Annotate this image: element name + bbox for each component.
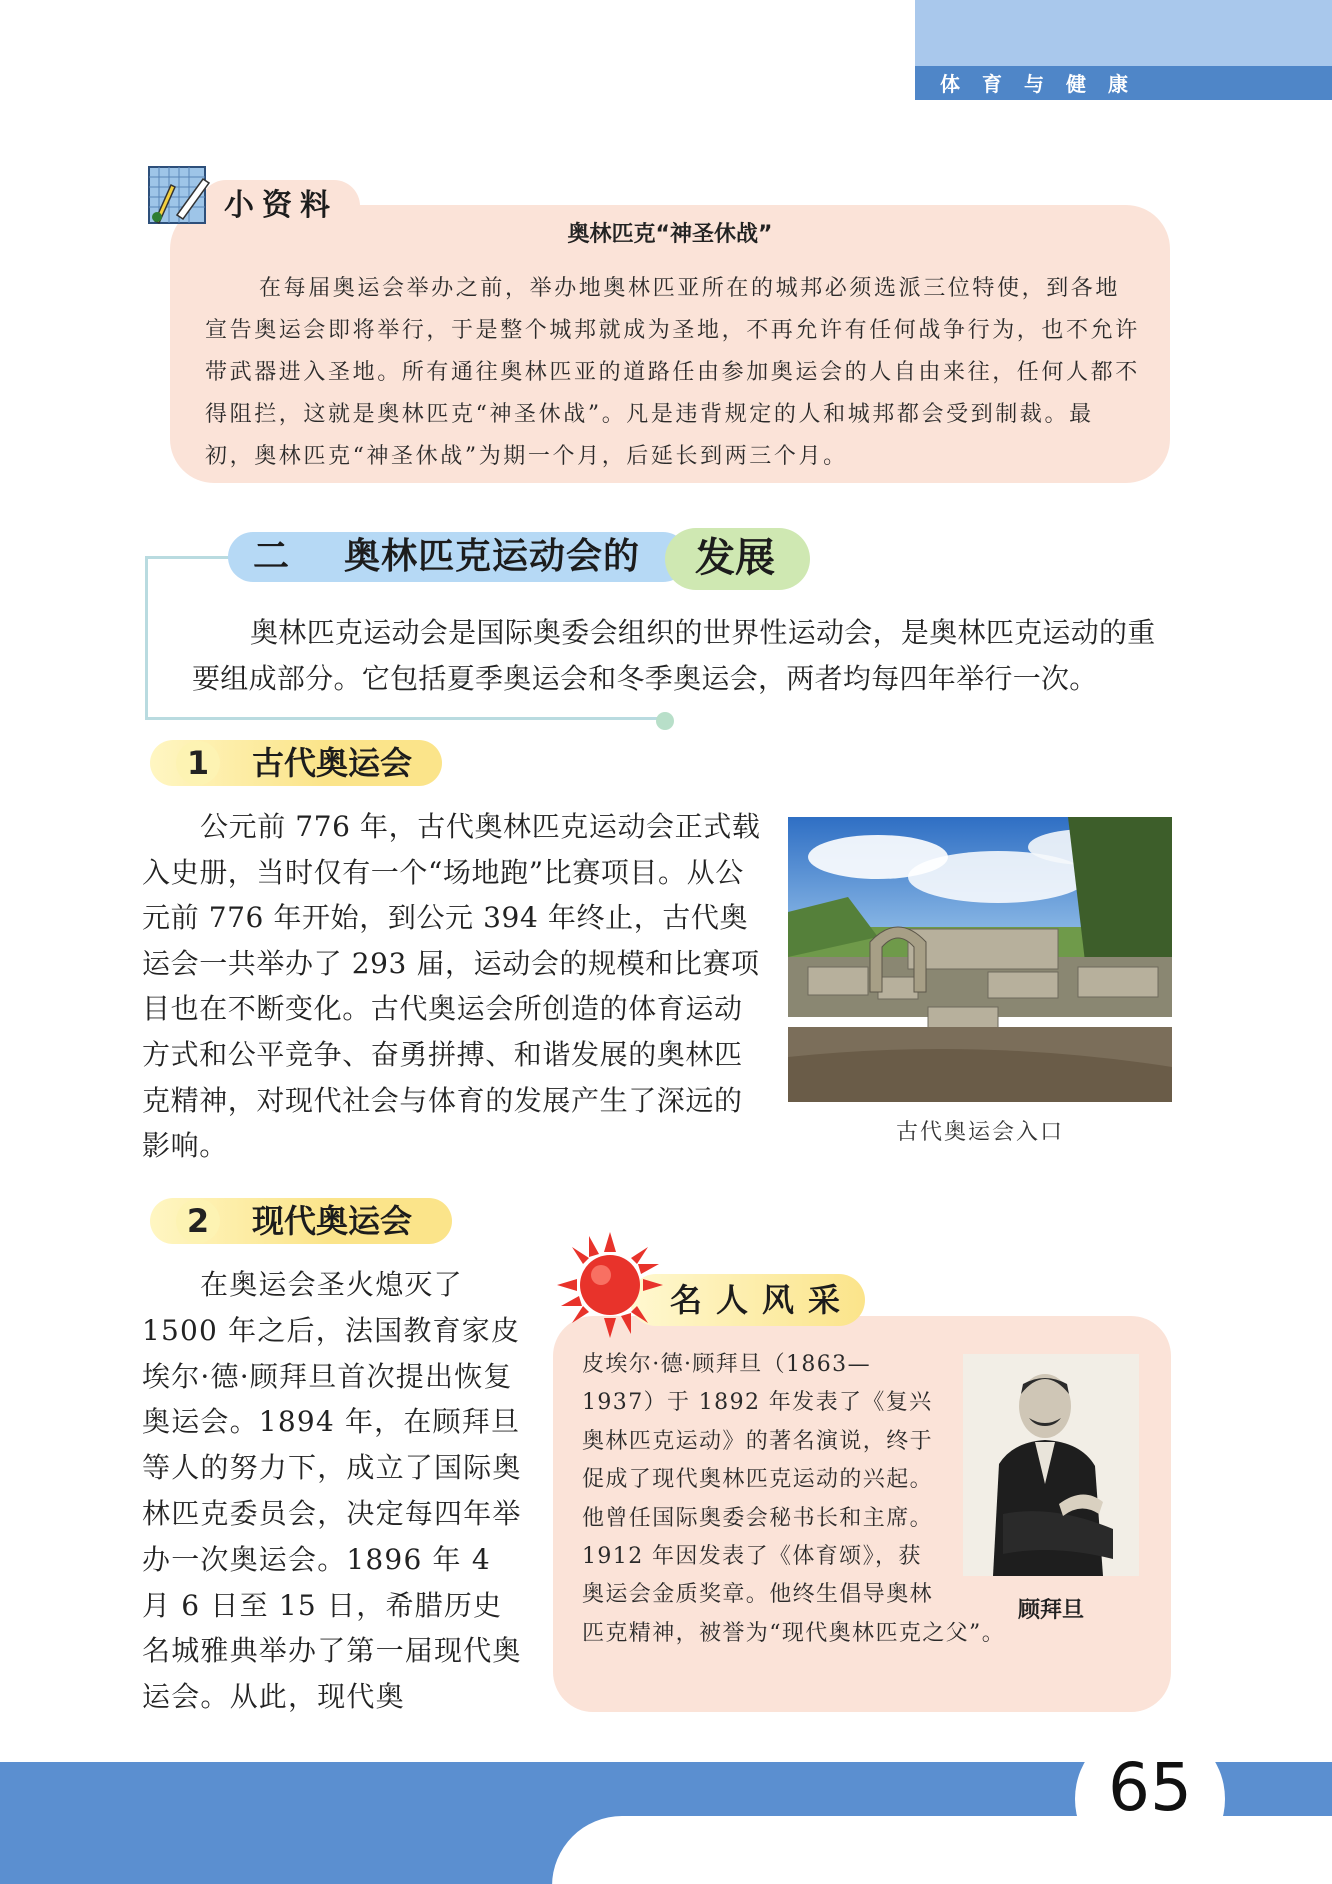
section-title: 奥林匹克运动会的: [344, 536, 641, 577]
sun-icon: [555, 1230, 665, 1340]
header-title: 体育与健康: [940, 72, 1150, 96]
section-number: 二: [253, 536, 290, 577]
ancient-olympia-entrance-photo: [788, 817, 1172, 1102]
section-title-highlight: 发展: [695, 535, 775, 581]
info-body: 在每届奥运会举办之前，举办地奥林匹亚所在的城邦必须选派三位特使，到各地宣告奥运会即将举行，于是整个城邦就成为圣地，不再允许有任何战争行为，也不允许带武器进入圣地。所有通往奥林匹亚的道路任由参加奥运会的人自由来往，任何人都不得阻拦，这就是奥林匹克“神圣休战”。凡是违背规定的人和城邦都会受到制裁。最初，奥林匹克“神圣休战”为期一个月，后延长到两三个月。: [205, 276, 1140, 469]
famous-person-tab-label: 名人风采: [670, 1281, 855, 1319]
ancient-paragraph: 公元前 776 年，古代奥林匹克运动会正式载入史册，当时仅有一个“场地跑”比赛项目。从公元前 776 年开始，到公元 394 年终止，古代奥运会一共举办了 293 届，运动会的规模和比赛项目也在不断变化。古代奥运会所创造的体育运动方式和公平竞争、奋勇拼搏、和谐发展的奥林匹克精神，对现代社会与体育的发展产生了深远的影响。: [142, 810, 761, 1163]
portrait-caption: 顾拜旦: [1017, 1598, 1084, 1623]
subheading-modern: 现代奥运会: [252, 1202, 413, 1240]
info-title: 奥林匹克“神圣休战”: [567, 222, 773, 247]
coubertin-portrait: [963, 1354, 1139, 1576]
subheading-modern-number: 2: [176, 1199, 220, 1243]
modern-paragraph: 在奥运会圣火熄灭了 1500 年之后，法国教育家皮埃尔·德·顾拜旦首次提出恢复奥运会。1894 年，在顾拜旦等人的努力下，成立了国际奥林匹克委员会，决定每四年举办一次奥运会。1896 年 4 月 6 日至 15 日，希腊历史名城雅典举办了第一届现代奥运会。从此，现代奥: [142, 1268, 522, 1714]
subheading-ancient: 古代奥运会: [252, 744, 413, 782]
subheading-ancient-number: 1: [176, 741, 220, 785]
ancient-photo-caption: 古代奥运会入口: [895, 1120, 1064, 1145]
info-tab-label: 小资料: [224, 188, 338, 223]
page-number: 65: [1108, 1749, 1192, 1826]
famous-person-text: 皮埃尔·德·顾拜旦（1863—1937）于 1892 年发表了《复兴奥林匹克运动》的著名演说，终于促成了现代奥林匹克运动的兴起。他曾任国际奥委会秘书长和主席。1912 年因发表了《体育颂》，获奥运会金质奖章。他终生倡导奥林匹克精神，被誉为“现代奥林匹克之父”。: [582, 1352, 1006, 1646]
section-intro: 奥林匹克运动会是国际奥委会组织的世界性运动会，是奥林匹克运动的重要组成部分。它包括夏季奥运会和冬季奥运会，两者均每四年举行一次。: [192, 616, 1156, 695]
section-frame-dot: [656, 712, 674, 730]
